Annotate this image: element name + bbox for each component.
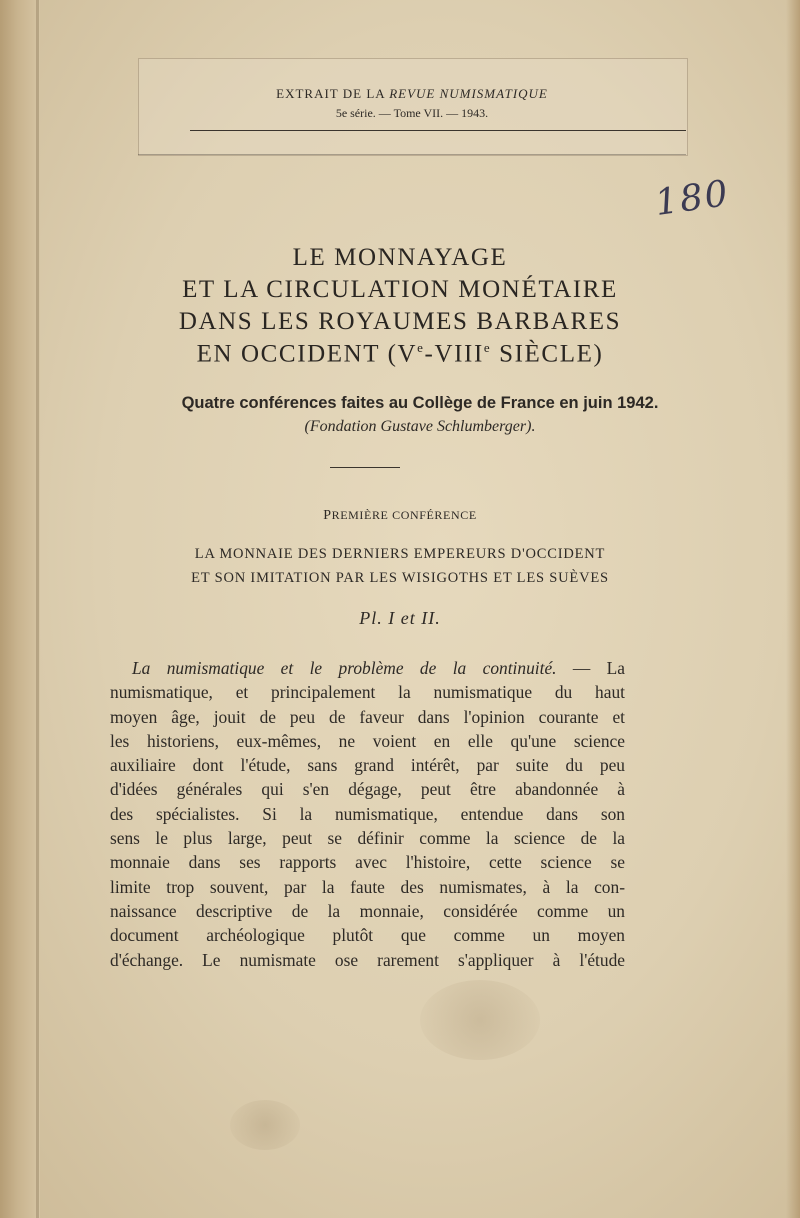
journal-name: REVUE NUMISMATIQUE [389,86,548,101]
body-line: sens le plus large, peut se définir comme la science de la [110,828,625,849]
fondation-line: (Fondation Gustave Schlumberger). [304,418,536,435]
body-line: moyen âge, jouit de peu de faveur dans l'opinion courante et [110,706,625,727]
title-line-4-suffix: SIÈCLE) [491,340,604,368]
body-line: monnaie dans ses rapports avec l'histoire, cette science se [110,852,625,873]
title-line-3: DANS LES ROYAUMES BARBARES [178,308,622,335]
paper-stain [420,980,540,1060]
body-line: naissance descriptive de la monnaie, considérée comme un [110,900,625,921]
conference-title-line-2: ET SON IMITATION PAR LES WISIGOTHS ET LES SUÈVES [191,570,609,586]
serie-line: 5e série. — Tome VII. — 1943. [335,106,489,120]
extrait-prefix: EXTRAIT DE LA [276,86,385,101]
body-line: d'échange. Le numismate ose rarement s'appliquer à l'étude [110,949,625,970]
body-heading-line [110,656,625,680]
paper-stain [230,1100,300,1150]
body-text [110,656,625,972]
body-line: d'idées générales qui s'en dégage, peut être abandonnée à [110,779,625,800]
title-line-2: ET LA CIRCULATION MONÉTAIRE [182,276,618,303]
title-sup-1: e [417,340,425,355]
title-sup-2: e [483,340,492,355]
handwritten-annotation: 180 [652,173,733,224]
conference-label-rest: REMIÈRE CONFÉRENCE [331,508,477,522]
header-rule [190,130,686,131]
body-line: les historiens, eux-mêmes, ne voient en elle qu'une science [110,730,625,751]
body-line: document archéologique plutôt que comme un moyen [110,925,625,946]
body-line: auxiliaire dont l'étude, sans grand intérêt, par suite du peu [110,755,625,776]
extrait-line [138,86,686,102]
title-line-4-prefix: EN OCCIDENT (V [196,340,418,368]
section-divider [330,467,400,468]
title-line-4 [0,340,800,368]
conference-label [0,508,800,524]
body-heading-rest: — La [556,658,625,678]
plates-reference: Pl. I et II. [359,608,441,628]
header-box-bottom [138,154,686,155]
title-line-4-mid: -VIII [424,340,484,368]
body-line: des spécialistes. Si la numismatique, entendue dans son [110,803,625,824]
conference-label-cap: P [323,508,332,523]
subtitle: Quatre conférences faites au Collège de France en juin 1942. [181,394,659,412]
conference-title-line-1: LA MONNAIE DES DERNIERS EMPEREURS D'OCCIDENT [194,546,606,562]
title-line-1: LE MONNAYAGE [292,244,508,271]
body-heading-italic: La numismatique et le problème de la continuité. [132,658,557,678]
body-line: numismatique, et principalement la numismatique du haut [110,682,625,703]
body-line: limite trop souvent, par la faute des numismates, à la con- [110,876,625,897]
